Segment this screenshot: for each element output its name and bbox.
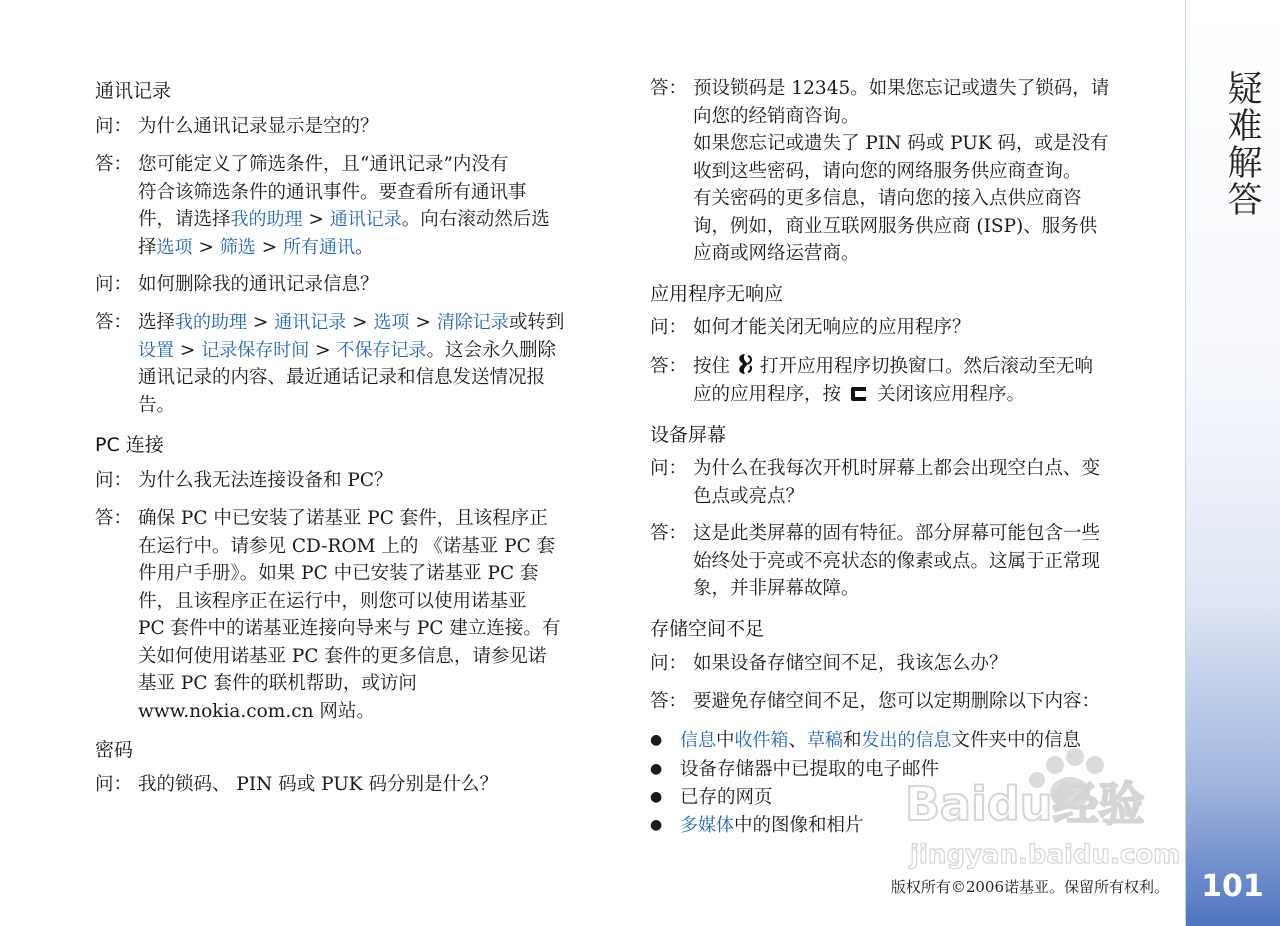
- link-my-assistant[interactable]: 我的助理: [230, 209, 303, 230]
- bullet-text: 、: [788, 730, 808, 751]
- question-text: 如果设备存储空间不足，我该怎么办？: [693, 653, 1008, 674]
- answer-text: 选择: [138, 312, 176, 333]
- answer-line: 在运行中。请参见 CD-ROM 上的 《诺基亚 PC 套: [138, 535, 556, 557]
- answer-text: 要避免存储空间不足，您可以定期删除以下内容：: [693, 691, 1101, 712]
- link-log-duration[interactable]: 记录保存时间: [201, 339, 310, 361]
- answer-line: 符合该筛选条件的通讯事件。要查看所有通讯事: [138, 181, 527, 203]
- answer-line: 如果您忘记或遗失了 PIN 码或 PUK 码，或是没有: [693, 133, 1109, 154]
- question-prefix: 问：: [650, 458, 688, 479]
- section-heading-low-memory: 存储空间不足: [650, 618, 765, 640]
- answer-line: 始终处于亮或不亮状态的像素或点。这属于正常现: [693, 550, 1101, 572]
- question-prefix: 问：: [95, 274, 133, 295]
- section-heading-call-log: 通讯记录: [95, 80, 172, 102]
- answer-line: 您可能定义了筛选条件，且“通讯记录”内没有: [138, 154, 509, 175]
- answer-low-memory: [650, 688, 1100, 716]
- answer-line: 基亚 PC 套件的联机帮助，或访问: [138, 673, 417, 694]
- clear-key-icon: [847, 384, 871, 404]
- answer-line: 告。: [138, 394, 176, 416]
- question-text: 如何才能关闭无响应的应用程序？: [693, 317, 971, 338]
- answer-text: 。: [355, 236, 374, 258]
- link-media[interactable]: 多媒体: [680, 815, 734, 836]
- answer-prefix: 答：: [95, 508, 133, 529]
- question-prefix: 问：: [650, 317, 688, 338]
- answer-line: 收到这些密码，请向您的网络服务供应商查询。: [693, 160, 1082, 182]
- separator: >: [302, 209, 330, 230]
- answer-line: 通讯记录的内容、最近通话记录和信息发送情况报: [138, 367, 546, 388]
- question-close-app: [650, 314, 971, 342]
- separator: >: [255, 236, 284, 258]
- question-call-log-empty: [95, 113, 379, 141]
- link-drafts[interactable]: 草稿: [807, 730, 844, 751]
- answer-text: 。向右滚动然后选: [401, 209, 550, 230]
- question-text: 为什么通讯记录显示是空的？: [138, 116, 379, 137]
- link-clear-log[interactable]: 清除记录: [436, 312, 509, 333]
- answer-text: 应的应用程序，按: [693, 383, 842, 405]
- bullet-text: 文件夹中的信息: [951, 730, 1082, 751]
- answer-line: 询，例如，商业互联网服务供应商 (ISP)、服务供: [693, 215, 1098, 237]
- answer-prefix: 答：: [650, 356, 688, 377]
- question-prefix: 问：: [650, 653, 688, 674]
- answer-line: 向您的经销商咨询。: [693, 105, 860, 127]
- question-delete-call-log: [95, 271, 379, 299]
- answer-line: 确保 PC 中已安装了诺基亚 PC 套件，且该程序正: [138, 508, 548, 529]
- answer-text: 关闭该应用程序。: [877, 383, 1026, 405]
- answer-delete-call-log: [95, 309, 564, 419]
- section-heading-device-screen: 设备屏幕: [650, 424, 727, 446]
- link-my-assistant[interactable]: 我的助理: [175, 312, 248, 333]
- bullet-text: 设备存储器中已提取的电子邮件: [680, 759, 940, 780]
- answer-prefix: 答：: [95, 312, 133, 333]
- link-inbox[interactable]: 收件箱: [734, 730, 789, 751]
- question-low-memory: [650, 650, 1008, 678]
- watermark-url: jingyan.baidu.com: [910, 840, 1181, 870]
- answer-text: 按住: [693, 356, 731, 377]
- answer-line-website: www.nokia.com.cn 网站。: [138, 700, 375, 722]
- question-prefix: 问：: [95, 774, 133, 795]
- answer-line: PC 套件中的诺基亚连接向导来与 PC 建立连接。有: [138, 618, 561, 639]
- answer-prefix: 答：: [95, 154, 133, 175]
- separator: >: [309, 339, 337, 361]
- answer-line: 这是此类屏幕的固有特征。部分屏幕可能包含一些: [693, 523, 1101, 544]
- answer-text: 打开应用程序切换窗口。然后滚动至无响: [760, 356, 1094, 377]
- link-options[interactable]: 选项: [156, 236, 193, 258]
- link-sent[interactable]: 发出的信息: [861, 730, 952, 751]
- copyright-footer: 版权所有©2006诺基亚。保留所有权利。: [890, 878, 1169, 896]
- question-text: 为什么在我每次开机时屏幕上都会出现空白点、变: [693, 458, 1101, 479]
- link-call-log[interactable]: 通讯记录: [274, 312, 347, 333]
- answer-line: 有关密码的更多信息，请向您的接入点供应商咨: [693, 188, 1082, 209]
- section-heading-passwords: 密码: [95, 739, 134, 761]
- bullet-text: 已存的网页: [680, 787, 773, 808]
- bullet-text: 中的图像和相片: [734, 815, 864, 836]
- bullet-icon: ●: [650, 732, 663, 748]
- section-heading-app-not-responding: 应用程序无响应: [650, 283, 784, 305]
- question-text: 如何删除我的通讯记录信息？: [138, 274, 379, 295]
- separator: >: [174, 339, 202, 361]
- answer-passwords: [650, 75, 1109, 268]
- page-number: 101: [1201, 869, 1264, 904]
- question-screen-dots: [650, 455, 1100, 510]
- menu-key-icon: [734, 352, 756, 376]
- answer-text: 或转到: [508, 312, 565, 333]
- answer-call-log-empty: [95, 151, 550, 261]
- question-text: 为什么我无法连接设备和 PC？: [138, 470, 393, 491]
- bullet-item-media: [650, 812, 864, 839]
- answer-prefix: 答：: [650, 78, 688, 99]
- answer-text: 。这会永久删除: [426, 339, 557, 361]
- link-messaging[interactable]: 信息: [680, 730, 716, 751]
- separator: >: [192, 236, 220, 258]
- question-passwords: [95, 771, 498, 799]
- question-text: 色点或亮点？: [693, 485, 805, 507]
- answer-text: 件，请选择: [138, 209, 231, 230]
- answer-prefix: 答：: [650, 691, 688, 712]
- answer-close-app: [650, 352, 1093, 408]
- answer-prefix: 答：: [650, 523, 688, 544]
- answer-screen-dots: [650, 520, 1100, 603]
- answer-line: 应商或网络运营商。: [693, 243, 860, 264]
- answer-line: 件用户手册》。如果 PC 中已安装了诺基亚 PC 套: [138, 563, 539, 584]
- answer-line: 预设锁码是 12345。如果您忘记或遗失了锁码，请: [693, 78, 1110, 99]
- separator: >: [247, 312, 275, 333]
- link-filter[interactable]: 筛选: [219, 236, 256, 258]
- answer-pc-connect: [95, 505, 560, 725]
- question-text: 我的锁码、 PIN 码或 PUK 码分别是什么？: [138, 774, 499, 795]
- bullet-icon: ●: [650, 817, 663, 833]
- bullet-icon: ●: [650, 789, 663, 805]
- question-prefix: 问：: [95, 116, 133, 137]
- answer-line: 件，且该程序正在运行中，则您可以使用诺基亚: [138, 590, 527, 612]
- link-no-log[interactable]: 不保存记录: [336, 339, 427, 361]
- bullet-text: 和: [843, 730, 862, 751]
- bullet-text: 中: [716, 730, 735, 751]
- bullet-icon: ●: [650, 761, 663, 777]
- bullet-item-email: [650, 756, 939, 783]
- link-options[interactable]: 选项: [373, 312, 410, 333]
- watermark-logo-text: Baidu经验: [905, 777, 1145, 831]
- section-heading-pc-connection: PC 连接: [95, 434, 164, 456]
- separator: >: [346, 312, 374, 333]
- question-pc-connect: [95, 467, 393, 495]
- link-all-communications[interactable]: 所有通讯: [283, 236, 356, 258]
- answer-line: 关如何使用诺基亚 PC 套件的更多信息，请参见诺: [138, 645, 547, 667]
- answer-text: 择: [138, 236, 157, 258]
- link-call-log[interactable]: 通讯记录: [329, 209, 402, 230]
- separator: >: [409, 312, 437, 333]
- chapter-title: 疑难解答: [1222, 70, 1262, 218]
- link-settings[interactable]: 设置: [138, 339, 174, 361]
- question-prefix: 问：: [95, 470, 133, 491]
- answer-line: 象，并非屏幕故障。: [693, 578, 860, 599]
- baidu-watermark: [905, 735, 1205, 875]
- bullet-item-web-pages: [650, 784, 773, 811]
